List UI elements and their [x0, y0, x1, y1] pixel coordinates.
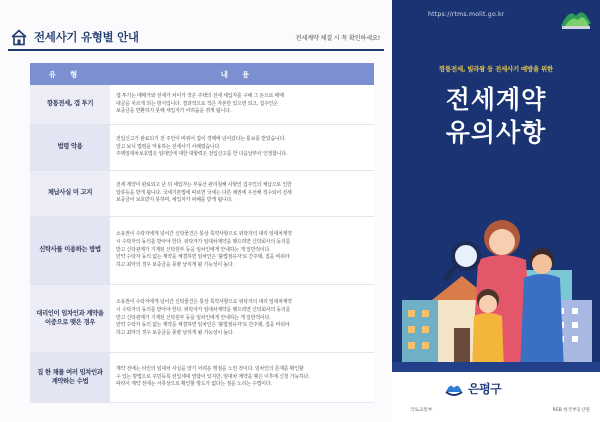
- family-illustration: [392, 150, 600, 372]
- table-row: [30, 125, 374, 171]
- row-desc: [110, 353, 374, 402]
- emblem-icon: [557, 2, 595, 38]
- header-divider: [8, 49, 384, 51]
- partner-reb: REB 한국부동산원: [552, 408, 590, 413]
- header-content: 내용: [220, 69, 264, 79]
- desc-line: 만약 수탁자 동의 없는 계약을 체결하면 임차인은 '불법점유자'로 간주돼, 집을 비워야: [116, 254, 290, 261]
- header-type: 유형: [48, 69, 92, 79]
- desc-line: 수 있는 방법으로 주민등록 전입세대 열람이 있지만, 임대차 계약을 맺은 이후에 신청 가능하다.: [116, 373, 310, 380]
- desc-line: 보증금을 반환하지 못해 세입자가 어려움을 겪게 됩니다.: [116, 108, 232, 115]
- cover-panel: [392, 0, 600, 422]
- row-desc: [110, 285, 374, 352]
- footer: [392, 372, 600, 422]
- desc-line: 하고 최악의 경우 보증금을 몽땅 날리게 될 가능성이 높다.: [116, 262, 234, 269]
- cover-title-line2: 유의사항: [445, 118, 547, 147]
- row-desc: [110, 217, 374, 284]
- desc-line: 알고 보니 법령을 악용하는 전세사기 사례였습니다.: [116, 143, 221, 150]
- row-type: 신탁사를 이용하는 방법: [30, 217, 110, 284]
- desc-line: 대금을 치르게 되는 방식입니다. 결과적으로 적은 자본만 있으면 되고, 집주인은: [116, 100, 278, 107]
- table-header: [30, 63, 374, 85]
- desc-line: 하고 최악의 경우 보증금을 몽땅 날리게 될 가능성이 높다.: [116, 330, 234, 337]
- magnifier-icon: [446, 243, 479, 278]
- desc-line: 계약 전에는 타인의 임대차 사실을 알기 어려운 맹점을 노린 것이다. 임차인의 존재를 확인할: [116, 365, 304, 372]
- section-title: 전세사기 유형별 안내: [34, 30, 139, 44]
- desc-line: 시 수탁자의 동의를 받아야 한다. 위탁자가 임대차계약을 맺으려면 신탁회사의 동의를: [116, 238, 291, 245]
- desc-line: 압류등을 받게 됩니다. 국세기본법에 따르면 국세는 다른 채권에 우선해 징수되어 전세: [116, 189, 292, 196]
- desc-line: 만약 수탁자 동의 없는 계약을 체결하면 임차인은 '불법점유자'로 간주돼, 집을 비워야: [116, 322, 290, 329]
- desc-line: 주택임대차보호법은 임대인에 대한 대항력은 전입신고를 한 다음날부터 인정합니다.: [116, 151, 288, 158]
- desc-line: 받고 신탁관계가 기재된 신탁원부 등을 임차인에게 안내하는 게 일반적이다.: [116, 246, 271, 253]
- house-icon: [10, 28, 28, 46]
- desc-line: 갭 투기는 매매가와 전세가 차이가 작은 주택의 전세 세입자를 구해 그 돈으로 매매: [116, 92, 284, 99]
- section-header: [8, 26, 384, 48]
- table-row: [30, 171, 374, 217]
- notice-text: 전세계약 체결 시 꼭 확인하세요!: [295, 35, 380, 42]
- table-row: [30, 85, 374, 125]
- desc-line: 소유권이 수탁자에게 넘어간 신탁물건은 통상 특약사항으로 위탁자의 대리 임대차계약: [116, 230, 292, 237]
- desc-line: 보증금이 보호받지 못하며, 세입자가 피해를 받게 됩니다.: [116, 197, 233, 204]
- desc-line: 소유권이 수탁자에게 넘어간 신탁물건은 통상 특약사항으로 위탁자의 대리 임대차계약: [116, 298, 292, 305]
- fraud-types-table: [30, 63, 374, 403]
- desc-line: 시 수탁자의 동의를 받아야 한다. 위탁자가 임대차계약을 맺으려면 신탁회사의 동의를: [116, 306, 291, 313]
- row-type: 체납사실 미 고지: [30, 171, 110, 216]
- desc-line: 받고 신탁관계가 기재된 신탁원부 등을 임차인에게 안내하는 게 일반적이다.: [116, 314, 271, 321]
- row-desc: [110, 171, 374, 216]
- cover-subtitle: 깡통전세, 빌라왕 등 전세사기 예방을 위한: [439, 65, 553, 73]
- footer-logo-text: 은평구: [468, 382, 502, 396]
- row-desc: [110, 125, 374, 170]
- desc-line: 전입신고가 완료되기 전 주인이 바뀌어 집이 경매에 넘어갔다는 통보를 받았습니다.: [116, 135, 286, 142]
- table-row: [30, 217, 374, 285]
- row-type: 법령 악용: [30, 125, 110, 170]
- table-row: [30, 353, 374, 403]
- table-row: [30, 285, 374, 353]
- eunpyeong-logo-icon: [444, 380, 464, 398]
- row-type: 집 한 채를 여러 임차인과 계약하는 수법: [30, 353, 110, 402]
- row-desc: [110, 85, 374, 124]
- website-url[interactable]: https://rtms.molit.go.kr: [428, 11, 505, 18]
- desc-line: 전세 계약이 완료되고 난 뒤 세입자는 부동산 관리침해 사항인 집주인의 체납으로 인한: [116, 181, 292, 188]
- partner-logos: [410, 407, 590, 413]
- row-type: 대리인이 임차인과 계약을 이중으로 맺은 경우: [30, 285, 110, 352]
- row-type: 깡통전세, 갭 투기: [30, 85, 110, 124]
- partner-molit: 국토교통부: [410, 408, 433, 413]
- cover-title-line1: 전세계약: [445, 85, 547, 114]
- desc-line: 따라서 계약 전에는 서류상으로 확인할 방도가 없다는 점을 노리는 수법이다.: [116, 381, 272, 388]
